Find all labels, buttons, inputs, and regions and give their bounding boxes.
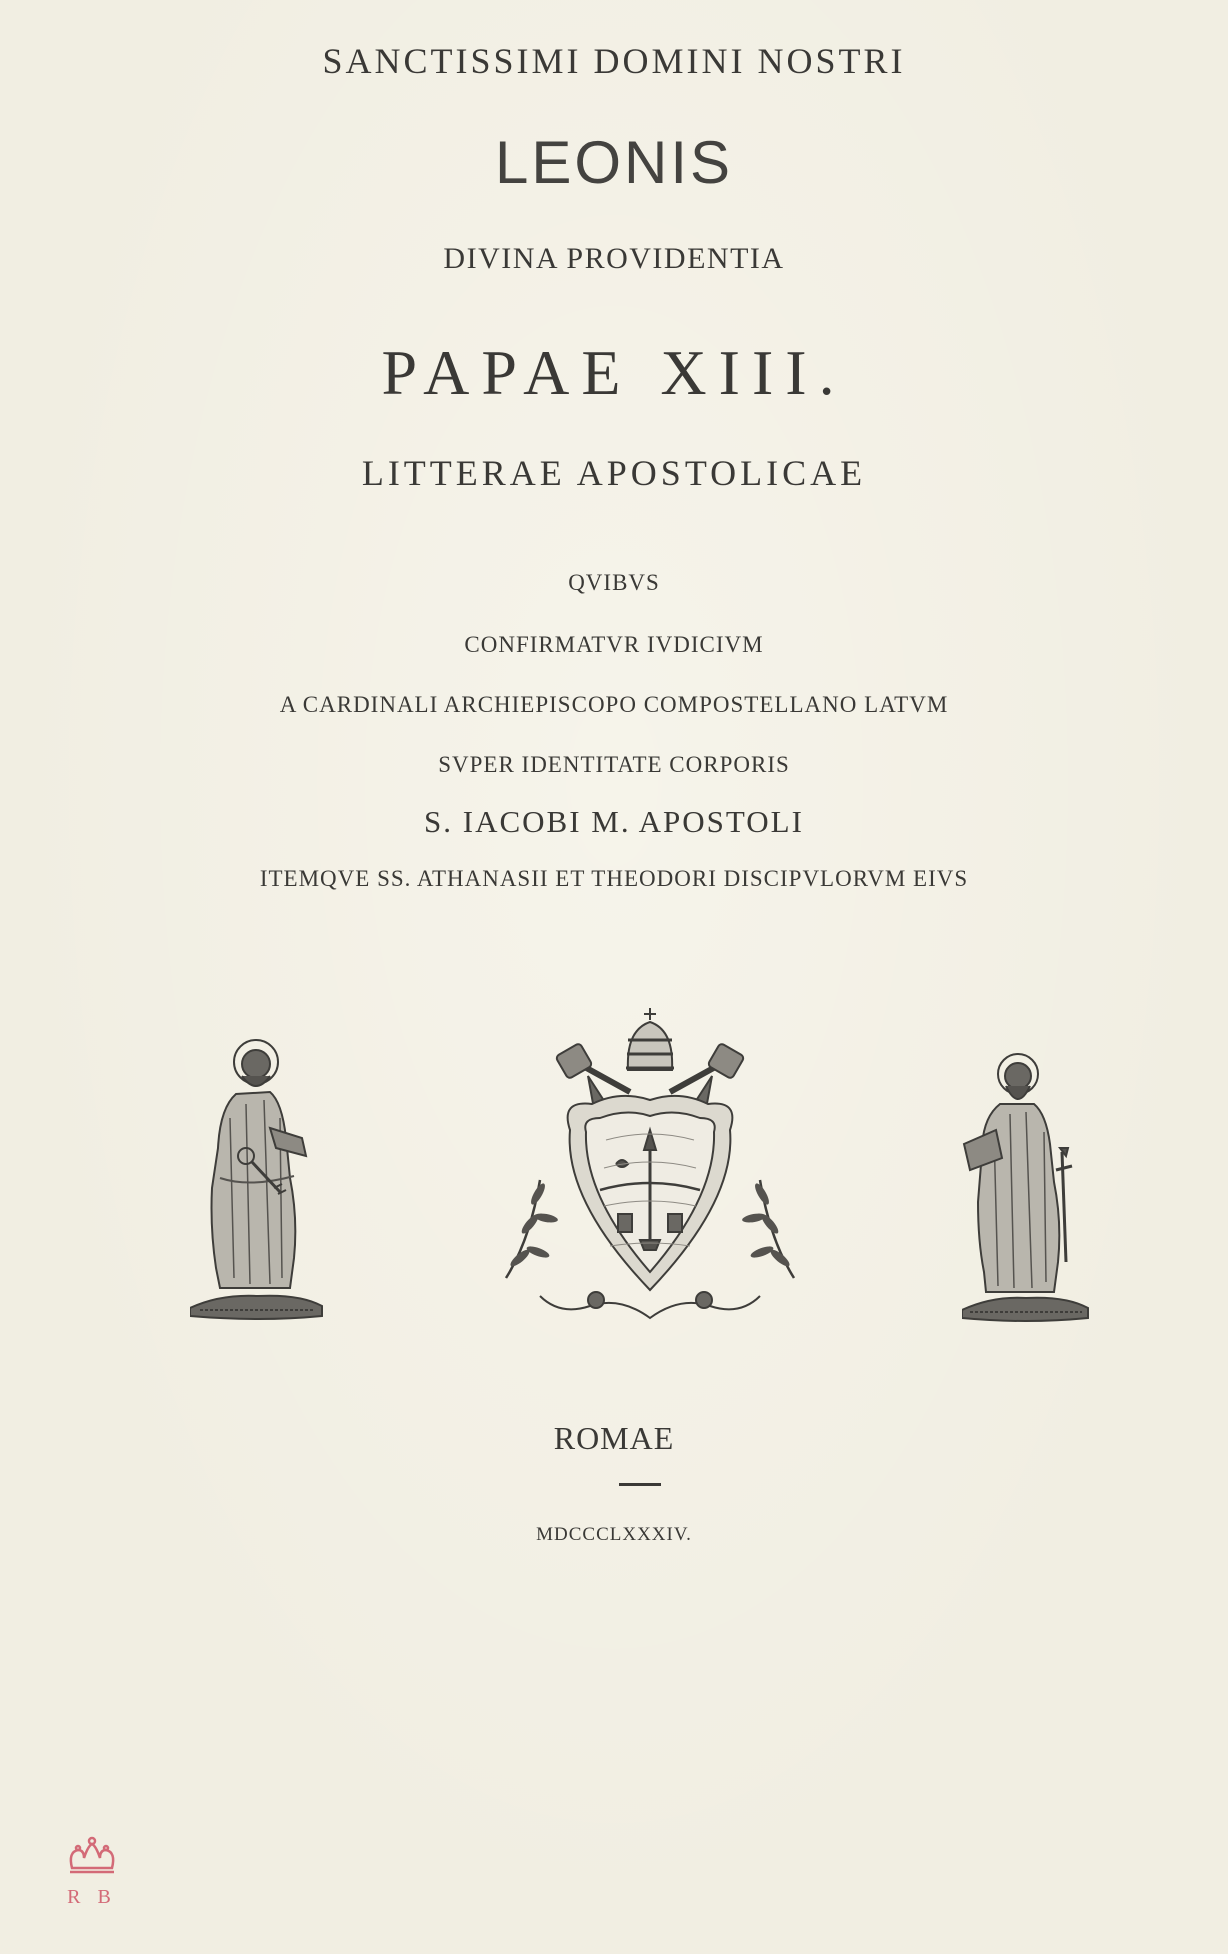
subtitle-line-3: A CARDINALI ARCHIEPISCOPO COMPOSTELLANO LATVM bbox=[279, 692, 949, 717]
heading-line-3: DIVINA PROVIDENTIA bbox=[443, 242, 785, 275]
imprint-rule bbox=[619, 1483, 661, 1486]
imprint-place: ROMAE bbox=[553, 1420, 675, 1456]
stamp-initials: R B bbox=[67, 1886, 117, 1908]
saint-with-keys-icon bbox=[190, 1038, 326, 1328]
subtitle-line-2: CONFIRMATVR IVDICIVM bbox=[464, 632, 764, 657]
subtitle-apostle: S. IACOBI M. APOSTOLI bbox=[424, 804, 804, 839]
heading-line-1: SANCTISSIMI DOMINI NOSTRI bbox=[322, 41, 906, 81]
heading-pope-name: LEONIS bbox=[494, 129, 734, 196]
heading-pope-title: PAPAE XIII. bbox=[381, 337, 847, 408]
document-type: LITTERAE APOSTOLICAE bbox=[361, 453, 867, 493]
imprint-year: MDCCCLXXXIV. bbox=[536, 1524, 692, 1545]
papal-coat-of-arms-icon bbox=[500, 1000, 800, 1330]
saint-with-book-and-sword-icon bbox=[962, 1052, 1092, 1328]
subtitle-line-6: ITEMQVE SS. ATHANASII ET THEODORI DISCIPVLORVM EIVS bbox=[259, 866, 969, 891]
crown-stamp-icon bbox=[62, 1836, 122, 1882]
subtitle-line-1: QVIBVS bbox=[568, 570, 660, 595]
subtitle-line-4: SVPER IDENTITATE CORPORIS bbox=[438, 752, 790, 777]
